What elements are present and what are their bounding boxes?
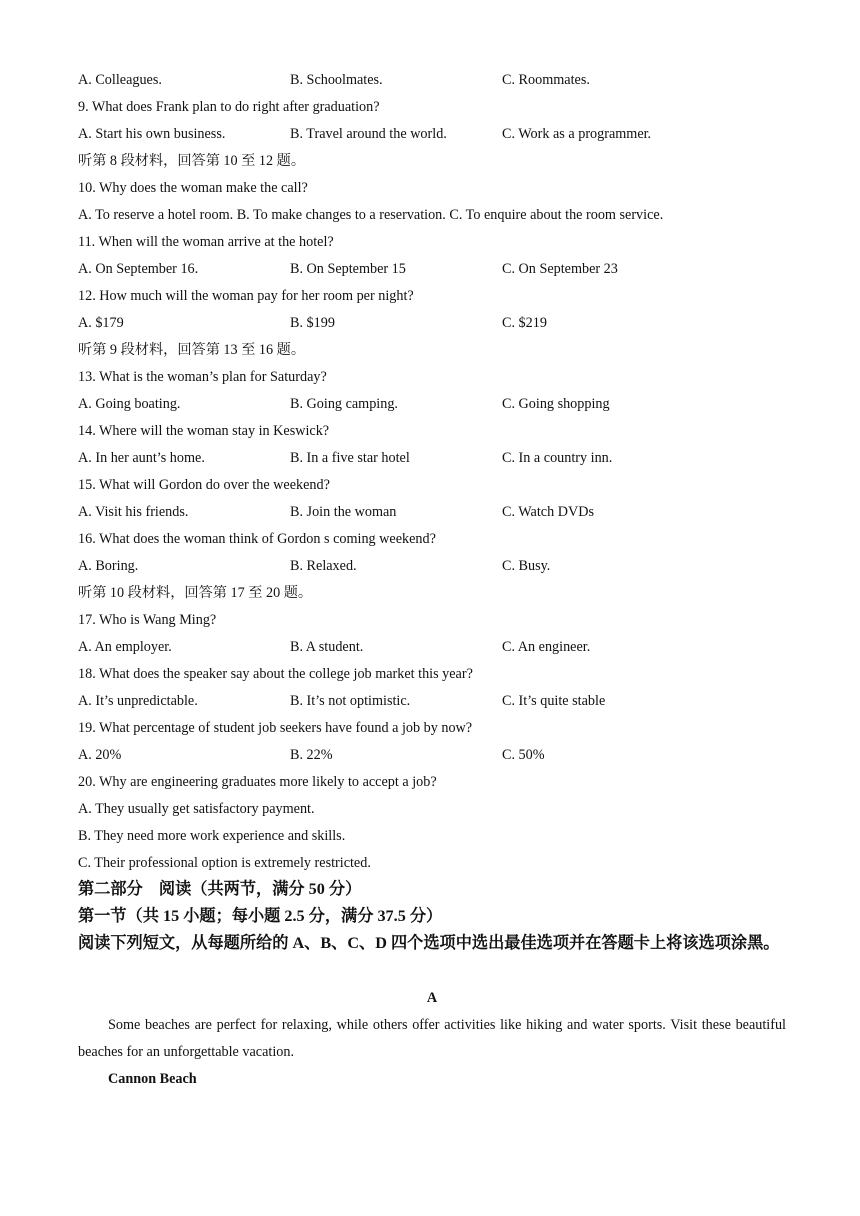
passage-letter: A bbox=[426, 990, 438, 1006]
option-a: A. Colleagues. bbox=[78, 72, 162, 88]
question-9: 9. What does Frank plan to do right after graduation? bbox=[78, 99, 380, 115]
option-b: B. It’s not optimistic. bbox=[290, 693, 411, 709]
section-9-instruction: 听第 9 段材料，回答第 13 至 16 题。 bbox=[78, 342, 306, 358]
option-a: A. Start his own business. bbox=[78, 126, 226, 142]
question-16: 16. What does the woman think of Gordon s coming weekend? bbox=[78, 531, 436, 547]
question-12: 12. How much will the woman pay for her room per night? bbox=[78, 288, 414, 304]
option-a: A. Boring. bbox=[78, 558, 139, 574]
q20-option-b: B. They need more work experience and skills. bbox=[78, 828, 346, 844]
option-c: C. In a country inn. bbox=[502, 450, 613, 466]
option-c: C. 50% bbox=[502, 747, 545, 763]
option-b: B. Relaxed. bbox=[290, 558, 357, 574]
option-b: B. 22% bbox=[290, 747, 333, 763]
option-c: C. On September 23 bbox=[502, 261, 618, 277]
part2-title: 第二部分 阅读（共两节，满分 50 分） bbox=[78, 880, 362, 898]
option-a: A. 20% bbox=[78, 747, 122, 763]
question-15: 15. What will Gordon do over the weekend? bbox=[78, 477, 330, 493]
question-19: 19. What percentage of student job seekers have found a job by now? bbox=[78, 720, 473, 736]
question-20: 20. Why are engineering graduates more likely to accept a job? bbox=[78, 774, 437, 790]
option-a: A. On September 16. bbox=[78, 261, 199, 277]
option-a: A. Going boating. bbox=[78, 396, 181, 412]
section-8-instruction: 听第 8 段材料，回答第 10 至 12 题。 bbox=[78, 153, 306, 169]
section-10-instruction: 听第 10 段材料，回答第 17 至 20 题。 bbox=[78, 585, 313, 601]
section1-title: 第一节（共 15 小题；每小题 2.5 分，满分 37.5 分） bbox=[78, 907, 443, 925]
option-a: A. Visit his friends. bbox=[78, 504, 189, 520]
option-c: C. It’s quite stable bbox=[502, 693, 606, 709]
option-b: B. Join the woman bbox=[290, 504, 397, 520]
question-18: 18. What does the speaker say about the college job market this year? bbox=[78, 666, 473, 682]
option-c: C. An engineer. bbox=[502, 639, 591, 655]
question-11: 11. When will the woman arrive at the hotel? bbox=[78, 234, 334, 250]
option-a: A. It’s unpredictable. bbox=[78, 693, 198, 709]
passage-intro: Some beaches are perfect for relaxing, while others offer activities like hiking and water sports. Visit these beautiful beaches for an unforgettable vacation. bbox=[78, 1017, 786, 1060]
q10-options: A. To reserve a hotel room. B. To make changes to a reservation. C. To enquire about the room service. bbox=[78, 207, 664, 223]
q20-option-c: C. Their professional option is extremely restricted. bbox=[78, 855, 371, 871]
option-b: B. Going camping. bbox=[290, 396, 398, 412]
q20-option-a: A. They usually get satisfactory payment. bbox=[78, 801, 315, 817]
option-b: B. On September 15 bbox=[290, 261, 406, 277]
reading-instruction: 阅读下列短文，从每题所给的 A、B、C、D 四个选项中选出最佳选项并在答题卡上将该选项涂黑。 bbox=[78, 934, 780, 952]
option-c: C. Watch DVDs bbox=[502, 504, 594, 520]
question-14: 14. Where will the woman stay in Keswick? bbox=[78, 423, 330, 439]
option-c: C. Going shopping bbox=[502, 396, 610, 412]
question-13: 13. What is the woman’s plan for Saturday? bbox=[78, 369, 327, 385]
question-10: 10. Why does the woman make the call? bbox=[78, 180, 308, 196]
question-17: 17. Who is Wang Ming? bbox=[78, 612, 217, 628]
option-b: B. $199 bbox=[290, 315, 335, 331]
option-c: C. Work as a programmer. bbox=[502, 126, 652, 142]
option-a: A. $179 bbox=[78, 315, 124, 331]
option-b: B. Travel around the world. bbox=[290, 126, 447, 142]
option-b: B. Schoolmates. bbox=[290, 72, 383, 88]
option-b: B. A student. bbox=[290, 639, 364, 655]
option-b: B. In a five star hotel bbox=[290, 450, 410, 466]
option-c: C. Roommates. bbox=[502, 72, 590, 88]
option-c: C. Busy. bbox=[502, 558, 551, 574]
option-a: A. In her aunt’s home. bbox=[78, 450, 205, 466]
option-a: A. An employer. bbox=[78, 639, 172, 655]
option-c: C. $219 bbox=[502, 315, 547, 331]
subheading-cannon-beach: Cannon Beach bbox=[108, 1071, 197, 1087]
